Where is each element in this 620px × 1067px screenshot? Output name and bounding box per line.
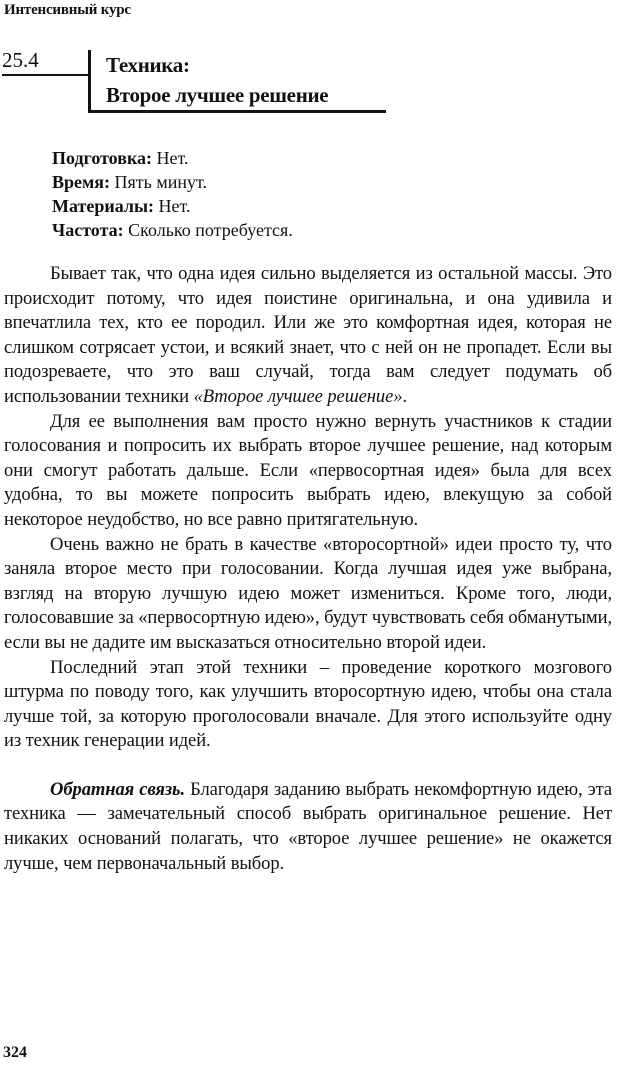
meta-frequency: [52, 218, 293, 242]
technique-meta: [52, 146, 293, 242]
section-title: [106, 50, 328, 110]
meta-value: Нет.: [154, 196, 191, 216]
paragraph-1-end: .: [402, 385, 408, 407]
meta-value: Пять минут.: [110, 172, 208, 192]
paragraph-3: Очень важно не брать в качестве «второсортной» идеи просто ту, что заняла второе место при голосовании. Когда лучшая идея уже выбрана, взгляд на вторую лучшую идею может измениться. Кроме того, люди, голосовавшие за «первосортную идею», будут чувствовать себя обманутыми, если вы не дадите им высказаться относительно второй идеи.: [4, 533, 612, 653]
section-title-line-1: Техника:: [106, 53, 190, 77]
feedback-text: Благодаря заданию выбрать некомфортную идею, эта техника — замечательный способ выбрать оригинальное решение. Нет никаких оснований полагать, что «второе лучшее решение» не окажется лучше, чем первоначальный выбор.: [4, 778, 613, 874]
technique-name-italic: «Второе лучшее решение»: [193, 385, 403, 407]
feedback-lead: Обратная связь.: [50, 778, 186, 800]
meta-label: Частота:: [52, 220, 124, 240]
meta-materials: [52, 194, 293, 218]
section-title-line-2: Второе лучшее решение: [106, 83, 329, 107]
section-number: 25.4: [2, 48, 90, 76]
page-number: 324: [3, 1044, 27, 1061]
paragraph-1-text: Бывает так, что одна идея сильно выделяется из остальной массы. Это происходит потому, что идея поистине оригинальна, и она удивила и впечатлила тех, кто ее породил. Или же это комфортная идея, которая не слишком сотрясает устои, и всякий знает, что с ней он не пропадет. Если вы подозреваете, что это ваш случай, тогда вам следует подумать об использовании техники: [4, 263, 612, 407]
title-underline-rule: [88, 110, 386, 113]
paragraph-2: Для ее выполнения вам просто нужно вернуть участников к стадии голосования и попросить их выбрать второе лучшее решение, над которым они смогут работать дальше. Если «первосортная идея» была для всех удобна, то вы можете попросить выбрать идею, влекущую за собой некоторое неудобство, но все равно притягательную.: [4, 410, 612, 530]
meta-label: Материалы:: [52, 196, 155, 216]
title-vertical-rule: [88, 50, 91, 113]
paragraph-1: [4, 262, 612, 410]
meta-preparation: [52, 146, 293, 170]
body-text: [4, 262, 612, 876]
meta-value: Сколько потребуется.: [123, 220, 293, 240]
paragraph-4: Последний этап этой техники – проведение короткого мозгового штурма по поводу того, как улучшить второсортную идею, чтобы она стала лучше той, за которую проголосовали вначале. Для этого используйте одну из техник генерации идей.: [4, 656, 612, 752]
feedback-paragraph: [4, 778, 612, 876]
meta-label: Подготовка:: [52, 148, 153, 168]
meta-time: [52, 170, 293, 194]
meta-value: Нет.: [152, 148, 189, 168]
meta-label: Время:: [52, 172, 110, 192]
running-head: Интенсивный курс: [4, 2, 131, 18]
